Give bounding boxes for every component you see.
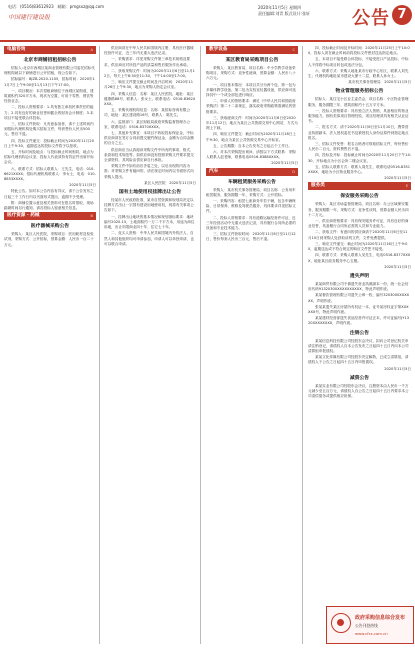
notice-paragraph: 二、获取文件：有意向的供应商请于2020年11月6日至11月10日到采购人处获取谈判文件，文件免费提供。 [308,230,408,240]
notice-paragraph: 七、其他补充事宜：本项目不收取投标保证金，中标供应商须在签订合同前提交履约保证金，金额为合同金额的百分之五。 [104,131,194,146]
notice-column-right [308,46,411,602]
notice-title: 某区教育局采购项目公告 [225,58,279,63]
notice-paragraph: 六、对本次采购提出询问，请按以下方式联系：采购人联系人赵老师，联系电话0516-8388XXXX。 [206,150,296,160]
notice-paragraph: 三、响应文件递交：截止时间为2020年11月16日上午9:00，逾期送达或不符合规定的响应文件恕不接受。 [308,241,408,252]
section-tag-code: B [90,214,93,219]
notice-paragraph: 五、本项目不接受联合体投标，不接受进口产品投标，中标人不得将中标项目转包或违法分包。 [308,57,409,67]
notice-paragraph: 四、采购人信息：名称：某区人民医院，地址：某区健康路88号，联系人：张女士，联系电话：0516-8362XXXX。 [104,91,196,107]
government-seal-icon [331,613,351,633]
notice-paragraph: 张某某遗失某区房屋所有权证一本，证号某房权证字第XXXXXX号，特此声明作废。 [308,304,409,314]
notice-paragraph: 招标人：某住宅小区业主委员会，项目名称：小区物业管理服务，服务期限三年，建筑面积约十五万平方米。 [308,97,409,107]
notice-paragraph: 采购人：某区人民医院，采购项目：医用耗材及检验试剂，采购方式：公开招标，预算金额：人民币一百二十万元。 [4,232,94,247]
issue-date: 2020年11月5日 星期四 [258,5,302,10]
notice-paragraph: 五、采购代理机构信息：名称：某招标咨询有限公司，地址：某区建设路16号，联系人：陈先生。 [104,108,191,118]
notice-paragraph: 供应商应当认真阅读采购文件中所有的事项、格式、条款和技术规范等，如供应商没有按照采购文件要求提交全部资料，其风险由供应商自行承担。 [104,147,194,163]
notice-title: 医疗器械采购公告 [30,224,70,230]
section-tag-code: C [292,48,295,52]
notice-paragraph: 六、监督部门：某区财政局政府采购监督管理办公室，联系电话：0516-8370XXXX。 [104,119,191,129]
notice-paragraph: 二、申请人的资格要求：满足《中华人民共和国政府采购法》第二十二条规定，落实政府采购政策需满足的资格要求。 [206,99,296,114]
notice-title: 保安服务采购公告 [340,194,379,200]
notice-paragraph: 六、联系方式：采购人地址某市行政中心东区，联系人刘先生；代理机构地址某市建设大厦十二层，联系人孙女士。 [308,68,409,79]
notice-signature: 2020年11月5日 [384,264,411,269]
notice-title: 北京市商铺招租招标公告 [23,58,77,63]
notice-paragraph: 三、招标文件获取时间：2020年11月6日至11月12日，售价每套人民币三百元，售后不退。 [206,232,296,242]
editor-credits: 责任编辑:刘青 版式设计:张轩 [258,11,310,16]
notice-column-2 [104,46,196,644]
footer-subtitle: 公告刊登热线 [355,623,378,628]
notice-paragraph: 四、联系方式：采购人联系人吴先生，电话0516-8377XXXX，地址某区政务服务中心五楼。 [308,253,411,263]
section-tag-label: 医疗资源 · 药械 [7,213,40,219]
notice-paragraph: 采购人：某市机关事务管理局，项目名称：公务用车租赁服务，服务期限一年，采购方式：公开招标。 [206,187,296,197]
section-tag [308,182,411,190]
footer-url[interactable]: www.cfcs.com.cn [355,631,388,636]
notice-paragraph: 一、项目概况：本次招租商铺位于西城区某街道，建筑面积约320平方米，现状为空置，可用于零售、餐饮等经营业态。 [4,88,94,104]
notice-paragraph: 供应商须在中华人民共和国境内注册，具有医疗器械经营许可证，近三年内无重大违法记录。 [104,46,194,56]
notice-paragraph: 一、投标人资格要求：具有独立法人资格，具备相应的物业服务能力，拥有类似项目管理经验，项目经理须具有相关从业证书。 [308,108,409,124]
notice-paragraph: 一、采购需求：详见采购文件第三章技术规格及要求，供应商应对所投产品的质量和售后服务作出承诺。 [104,57,191,67]
section-tag-code: A [90,48,93,52]
footer-title: 政府采购信息综合发布 [355,615,406,621]
notice-signature: 某区人民医院 2020年11月5日 [144,180,196,185]
notice-title: 物业管理服务招标公告 [335,89,384,95]
notice-paragraph: 三、招标文件获取：凡有意参加者，请于上述时间内到招标代理机构处购买招标文件，每套售价人民币500元，售后不退。 [4,122,94,137]
notice-title: 国有土地使用权挂牌出让公告 [118,190,182,196]
notice-paragraph: 二、投标人资格要求：具有道路运输经营许可证，近三年经营活动中无重大违法记录，具有履行合同所必需的设备和专业技术能力。 [206,215,296,231]
header-contacts: 电话：(0516)83612923 邮箱：pmgsxz@qq.com [8,4,105,9]
column-divider [302,46,303,644]
section-tag [4,212,96,220]
notice-paragraph: 某某建材经营部遗失食品经营许可证正本，许可证编号JY1320XXXXXXXX，声明作废。 [308,316,410,326]
notice-paragraph: 四、投标文件递交：投标截止时间为2020年11月20日上午9:30，逾期送达的投标文件将予以拒收。 [4,138,94,148]
section-tag-code: D [292,169,295,174]
notice-paragraph: 招标编号：BJZB-2020-1105，招标时间：2020年11月7日上午9:00至11月13日下午17:00。 [4,77,95,87]
section-tag [206,46,298,54]
notice-title: 注销公告 [349,330,370,336]
notice-paragraph: 三、招标文件发售：报名合格者可领取招标文件，每份售价人民币二百元，资料费售后不退。 [308,142,409,152]
page-number-badge: 7 [392,5,412,25]
notice-title: 减资公告 [349,375,370,381]
notice-paragraph: 某某实业有限公司经股东会决议，注册资本由人民币一千万元减少至五百万元，请债权人自公告之日起四十五日内要求本公司清偿债务或提供相应担保。 [308,383,409,399]
section-tag [4,46,96,54]
notice-paragraph: 五、招标人联系方式：联系人周先生，联系电话0516-8351XXXX，地址为小区物业服务中心。 [308,164,411,175]
notice-paragraph: 四、投标截止时间及开标时间：2020年11月25日上午10:00，投标人须在截止时间前将投标文件密封送达指定地点。 [308,46,410,56]
notice-signature: 某市机关事务管理局 2020年11月5日 [348,80,411,85]
newspaper-brand: 中国建行建设报 [8,14,51,21]
section-tag-label: 汽车 [209,168,219,174]
notice-paragraph: 五、公告期限：自本公告发布之日起五个工作日。 [213,143,293,148]
notice-signature: 2020年11月5日 [69,183,96,188]
notice-paragraph: 一、项目基本情况：本项目共分为两个包，第一包为多媒体教学设备，第二包为实验室仪器设备，供应商可选择其中一个或全部包进行响应。 [206,82,296,98]
notice-paragraph: 某某餐饮管理有限公司遗失公章一枚，编号3203000XXXXXX，声明作废。 [308,293,410,303]
notice-paragraph: 四、响应文件提交：截止时间为2020年11月18日上午9:30，地点为某区公共资源交易中心开标室。 [206,132,296,142]
notice-title: 车辆租赁服务采购公告 [228,179,276,185]
notice-paragraph: 六、联系方式：招标人联系人：王先生，电话：010-6621XXXX；招标代理机构联系人：李女士，电话：010-8853XXXX。 [4,166,96,182]
notice-paragraph: 一、采购内容：租赁七座商务车若干辆，包含车辆保险、日常保养、维修及驾驶员服务，具体要求详见招标文件。 [206,199,296,214]
column-divider [200,46,201,644]
notice-title: 遗失声明 [349,273,370,279]
column-divider [99,46,100,644]
notice-paragraph: 五、开标时间及地点：与投标截止时间相同，地点为招标代理机构会议室，投标人代表须持有效证件出席开标会议。 [4,150,94,165]
section-title: 公告 [352,8,390,29]
notice-column-1 [4,46,96,644]
notice-paragraph: 附：商铺位置示意及相关资料可在报名时领取，现场踏勘时间另行通知，请各投标人留意相关信息。 [4,200,94,211]
section-tag-code: E [405,184,408,189]
footer-banner [326,606,414,644]
notice-paragraph: 二、获取采购文件：时间为2020年11月6日至11月12日，每天上午8:30至11:30，下午14:00至17:00。 [104,68,195,79]
notice-paragraph: 一、挂牌出让地块的基本情况和规划指标要求：地块编号2020-15，土地面积约一万二千平方米，用途为商住用地，出让年限商业四十年、住宅七十年。 [104,214,195,230]
notice-paragraph: 采购文件中如有前后矛盾之处，以后出现的内容为准；对采购文件有疑问的，请在规定时间内以书面形式向采购人提出。 [104,164,194,179]
notice-signature: 2020年11月5日 [384,176,411,181]
notice-paragraph: 四、投标及开标：投标截止时间为2020年11月20日下午14:30，开标地点为小区会所二楼会议室。 [308,153,411,163]
notice-paragraph: 特此公告。如对本公告内容有异议，请于公告发布之日起三个工作日内以书面形式提出，逾期不予受理。 [4,189,94,199]
notice-paragraph: 经某市人民政府批准，某市自然资源和规划局决定以挂牌方式出让一宗国有建设用地使用权，现将有关事项公告如下。 [104,198,194,213]
notice-signature: 2020年11月5日 [271,161,298,166]
section-tag [206,168,298,176]
notice-paragraph: 二、投标人资格要求：1.具有独立承担民事责任的能力；2.具有良好的商业信誉和健全的财务会计制度；3.本项目不接受联合体投标。 [4,105,94,120]
notice-paragraph: 某某信息科技有限公司经股东会决议，拟向公司登记机关申请注销登记，请债权人自本公告发布之日起四十五日内向本公司清算组申报债权。 [308,338,409,353]
section-tag-label: 教学设备 [209,47,228,52]
page-header [0,0,415,42]
notice-paragraph: 采购人：某区教育局，项目名称：中小学教学设备采购项目，采购方式：竞争性磋商，预算金额：人民币八十六万元。 [206,66,296,81]
section-tag-label: 服务类 [311,183,325,189]
notice-paragraph: 招标人:北京市西城区某商业管理有限公司委托招标代理机构就以下商铺进行公开招租，现公告如下。 [4,66,95,76]
notice-paragraph: 某某商贸有限公司不慎遗失营业执照副本一份，统一社会信用代码91320300XXXXXXXXXX，特此声明作废。 [308,281,409,292]
section-tag-label: 电脑咨询 [7,47,26,52]
notice-paragraph: 二、竞买人资格：中华人民共和国境内外的法人、自然人和其他组织均可申请参加，申请人可以单独申请，也可以联合申请。 [104,231,194,246]
notice-paragraph: 二、报名方式：请于2020年11月6日至11月10日，携带营业执照副本、法人授权委托书及被授权人身份证原件到指定地点报名。 [308,125,409,140]
notice-paragraph: 采购人：某区市场监督管理局，项目名称：办公区域保安服务，服务期限一年，采购方式：竞争性谈判，预算金额人民币四十二万元。 [308,202,409,217]
notice-paragraph: 一、供应商资格要求：具有保安服务许可证，具有良好的商业信誉，具备履行合同所必需的人员和专业能力。 [308,219,409,229]
notice-paragraph: 三、响应文件提交截止时间及开启时间：2020年11月26日上午9:30，地点为采购人指定会议室。 [104,80,193,90]
notice-paragraph: 三、获取磋商文件：时间为2020年11月6日至2020年11月12日，地点为某区公共资源交易中心网站，方式为网上下载。 [206,115,298,131]
notice-signature: 2020年11月5日 [384,366,411,371]
notice-column-3 [206,46,298,644]
notice-paragraph: 某某文化传媒有限公司经股东决定解散，已成立清算组，请债权人于公告之日起四十五日内申报债权。 [308,355,409,365]
